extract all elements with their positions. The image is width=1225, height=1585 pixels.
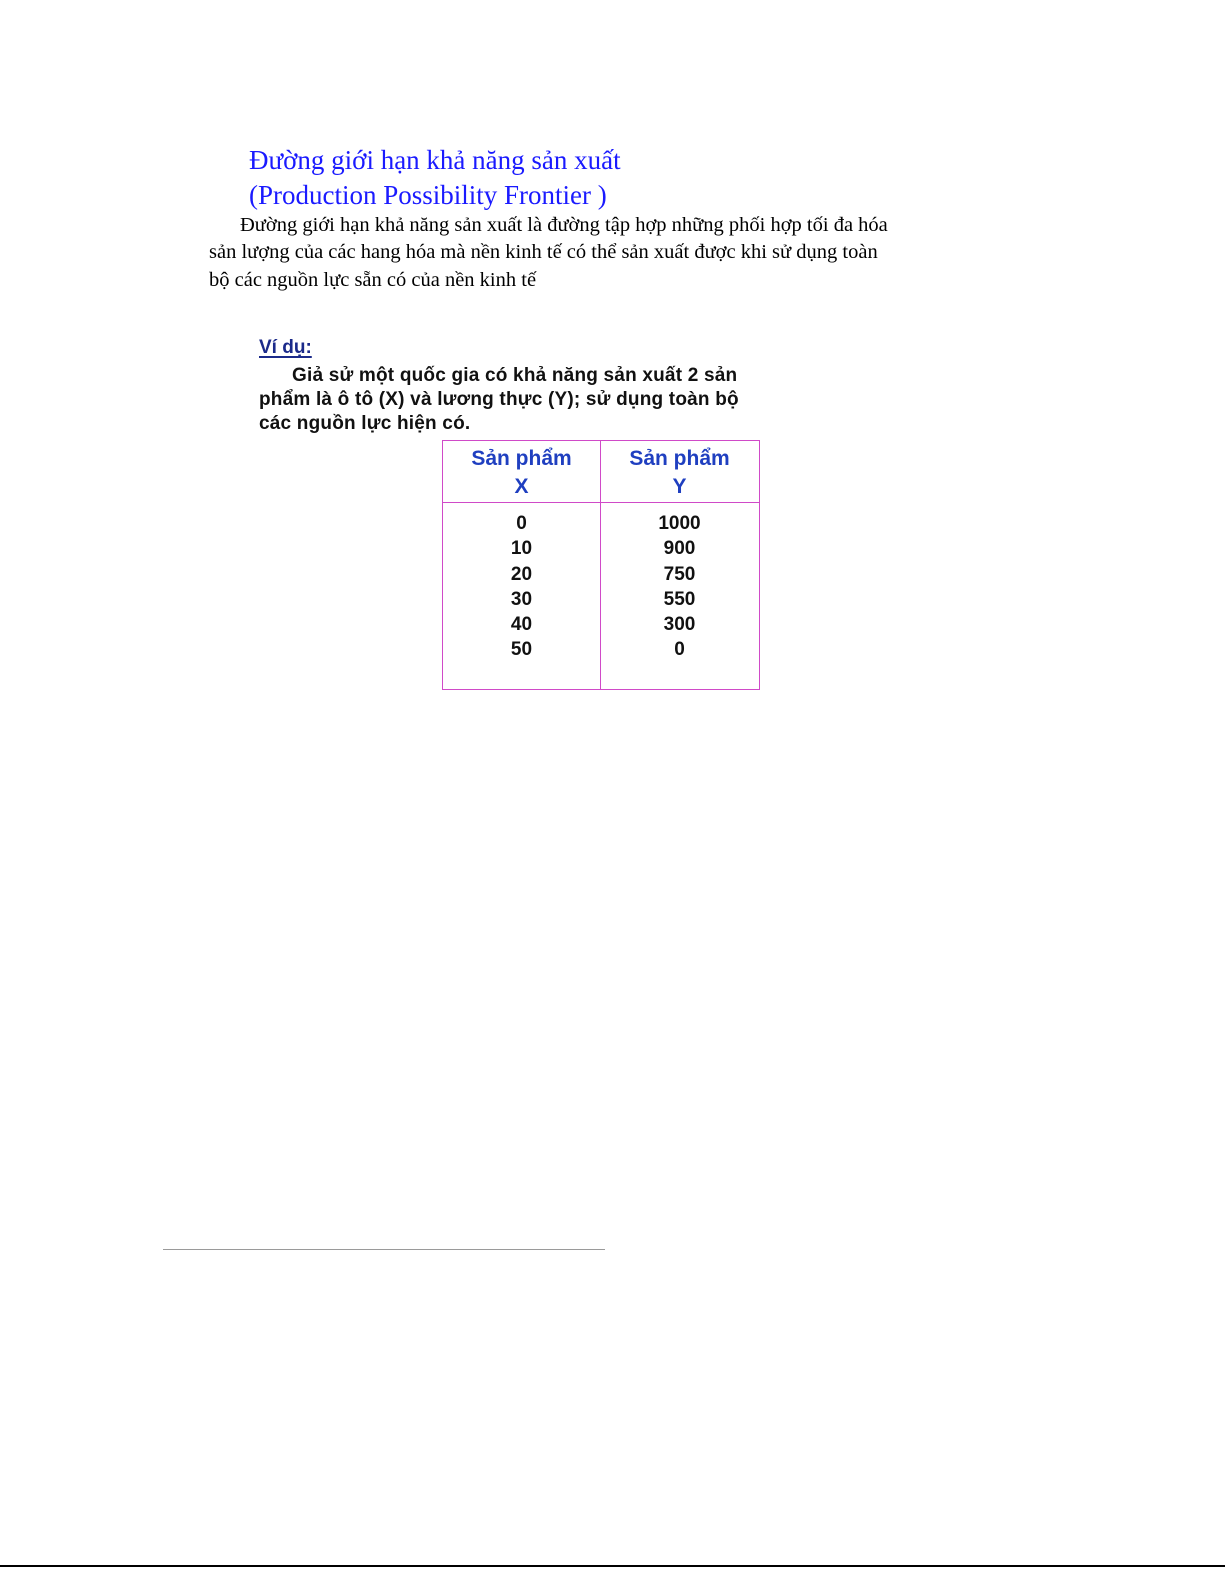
- header-x-line2: X: [514, 475, 529, 498]
- definition-line: bộ các nguồn lực sẵn có của nền kinh tế: [209, 269, 537, 291]
- header-y-line1: Sản phẩm: [629, 447, 730, 470]
- table-cell-x: 50: [510, 639, 533, 661]
- table-header-x: [443, 445, 600, 501]
- document-title: Đường giới hạn khả năng sản xuất: [249, 145, 621, 175]
- table-column-x: [443, 511, 600, 663]
- table-cell-y: 0: [674, 639, 685, 661]
- table-cell-y: 750: [663, 563, 696, 585]
- table-cell-y: 900: [663, 538, 696, 560]
- table-cell-x: 0: [516, 513, 527, 534]
- production-table: [442, 440, 760, 690]
- table-cell-x: 10: [510, 538, 533, 560]
- table-cell-x: 30: [510, 588, 533, 610]
- example-text-line: phẩm là ô tô (X) và lương thực (Y); sử dụng toàn bộ: [259, 389, 739, 410]
- example-text-line: Giả sử một quốc gia có khả năng sản xuất 2 sản: [292, 365, 738, 386]
- example-text-line: các nguồn lực hiện có.: [259, 413, 471, 434]
- example-label: Ví dụ:: [259, 337, 312, 358]
- definition-line: sản lượng của các hang hóa mà nền kinh tế có thể sản xuất được khi sử dụng toàn: [209, 241, 878, 263]
- table-cell-y: 1000: [658, 513, 701, 534]
- definition-line: Đường giới hạn khả năng sản xuất là đường tập hợp những phối hợp tối đa hóa: [240, 214, 888, 236]
- table-column-y: [601, 511, 758, 663]
- page-bottom-rule: [0, 1565, 1225, 1567]
- header-x-line1: Sản phẩm: [471, 447, 572, 470]
- table-header-y: [601, 445, 758, 501]
- table-cell-y: 300: [663, 614, 696, 636]
- header-y-line2: Y: [672, 475, 687, 498]
- table-cell-x: 40: [510, 614, 533, 636]
- table-cell-y: 550: [663, 588, 696, 610]
- table-cell-x: 20: [510, 563, 533, 585]
- example-figure: [255, 336, 825, 696]
- footnote-separator: [163, 1249, 605, 1250]
- document-subtitle: (Production Possibility Frontier ): [249, 180, 607, 210]
- table-header-divider: [443, 502, 759, 503]
